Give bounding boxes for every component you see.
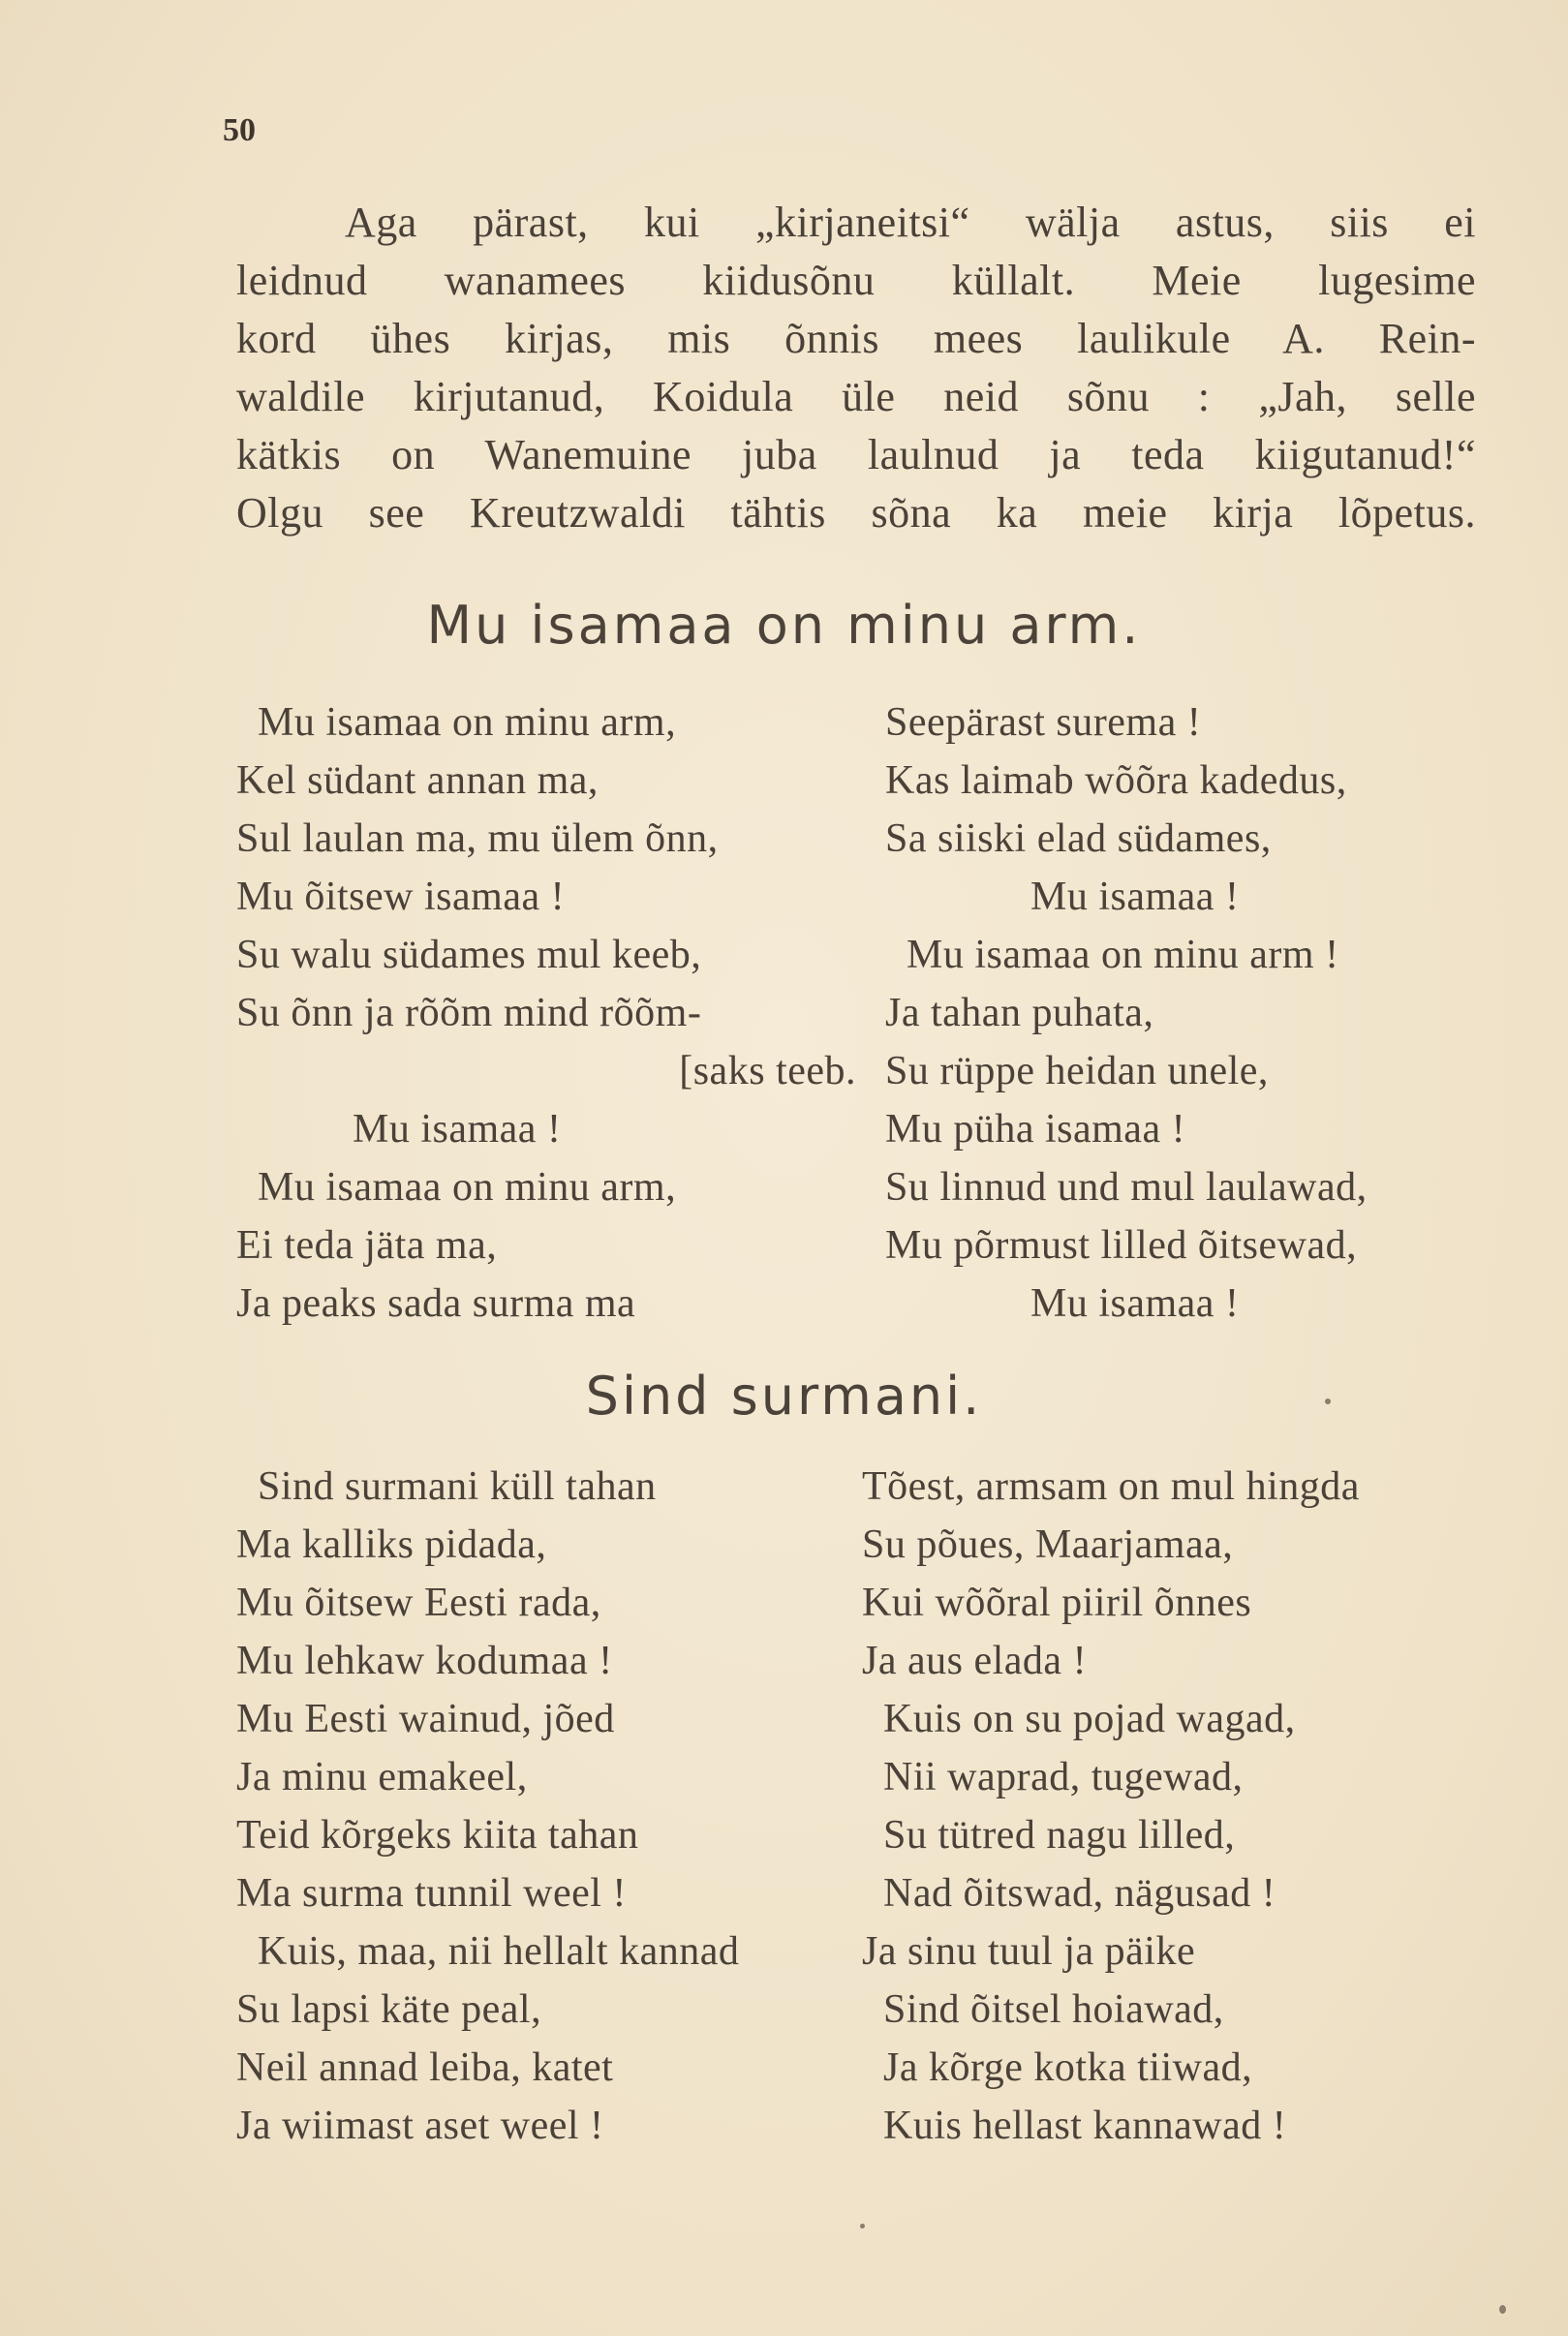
verse-line: [saks teeb. <box>679 1049 856 1093</box>
paper-speck <box>1325 1399 1331 1404</box>
verse-line: Sind surmani küll tahan <box>258 1464 657 1509</box>
verse-line: Mu isamaa on minu arm, <box>258 1165 677 1210</box>
verse-line: Ja tahan puhata, <box>885 991 1154 1035</box>
verse-line: Sind õitsel hoiawad, <box>883 1987 1224 2032</box>
verse-line: Mu põrmust lilled õitsewad, <box>885 1223 1358 1268</box>
verse-line: Su põues, Maarjamaa, <box>862 1522 1234 1567</box>
paper-speck <box>1499 2305 1506 2314</box>
verse-line: Ei teda jäta ma, <box>236 1223 498 1268</box>
verse-line: Su õnn ja rõõm mind rõõm- <box>236 991 702 1035</box>
verse-line: Kuis, maa, nii hellalt kannad <box>258 1929 740 1974</box>
verse-line: Kel südant annan ma, <box>236 758 599 803</box>
verse-line: Ja kõrge kotka tiiwad, <box>883 2045 1253 2090</box>
verse-line: Mu isamaa ! <box>353 1107 562 1152</box>
verse-line: Ja sinu tuul ja päike <box>862 1929 1196 1974</box>
prose-line: Aga pärast, kui „kirjaneitsi“ wälja astus, siis ei <box>345 199 1476 246</box>
verse-line: Ja minu emakeel, <box>236 1755 528 1799</box>
verse-line: Kuis on su pojad wagad, <box>883 1697 1296 1741</box>
verse-line: Mu lehkaw kodumaa ! <box>236 1639 613 1683</box>
poem-column-right <box>885 693 1486 1333</box>
verse-line: Mu õitsew Eesti rada, <box>236 1581 601 1625</box>
verse-line: Mu isamaa ! <box>1030 875 1240 919</box>
verse-line: Kas laimab wõõra kadedus, <box>885 758 1347 803</box>
verse-line: Mu isamaa on minu arm ! <box>907 933 1339 977</box>
verse-line: Kui wõõral piiril õnnes <box>862 1581 1252 1625</box>
prose-line: waldile kirjutanud, Koidula üle neid sõnu : „Jah, selle <box>236 373 1476 420</box>
poem-column-right <box>862 1458 1491 2155</box>
verse-line: Kuis hellast kannawad ! <box>883 2104 1287 2148</box>
verse-line: Su lapsi käte peal, <box>236 1987 542 2032</box>
verse-line: Ma kalliks pidada, <box>236 1522 547 1567</box>
verse-line: Mu isamaa ! <box>1030 1281 1240 1326</box>
poem-column-left <box>236 1458 856 2155</box>
verse-line: Su linnud und mul laulawad, <box>885 1165 1368 1210</box>
prose-line: kord ühes kirjas, mis õnnis mees laulikule A. Rein- <box>236 315 1476 362</box>
verse-line: Su walu südames mul keeb, <box>236 933 702 977</box>
verse-line: Teid kõrgeks kiita tahan <box>236 1813 639 1858</box>
verse-line: Mu püha isamaa ! <box>885 1107 1186 1152</box>
verse-line: Su tütred nagu lilled, <box>883 1813 1236 1858</box>
page-number: 50 <box>223 112 256 148</box>
prose-line: leidnud wanamees kiidusõnu küllalt. Meie lugesime <box>236 257 1476 304</box>
verse-line: Neil annad leiba, katet <box>236 2045 614 2090</box>
poem-column-left <box>236 693 856 1333</box>
prose-paragraph <box>236 194 1476 542</box>
verse-line: Mu isamaa on minu arm, <box>258 700 677 745</box>
poem-title: Mu isamaa on minu arm. <box>426 595 1142 656</box>
verse-line: Mu Eesti wainud, jõed <box>236 1697 615 1741</box>
verse-line: Seepärast surema ! <box>885 700 1202 745</box>
verse-line: Sul laulan ma, mu ülem õnn, <box>236 816 719 861</box>
verse-line: Sa siiski elad südames, <box>885 816 1272 861</box>
poem-title: Sind surmani. <box>585 1366 983 1427</box>
verse-line: Ja peaks sada surma ma <box>236 1281 636 1326</box>
verse-line: Ja aus elada ! <box>862 1639 1088 1683</box>
verse-line: Nad õitswad, nägusad ! <box>883 1871 1276 1916</box>
verse-line: Nii waprad, tugewad, <box>883 1755 1244 1799</box>
verse-line: Ja wiimast aset weel ! <box>236 2104 604 2148</box>
verse-line: Mu õitsew isamaa ! <box>236 875 566 919</box>
prose-line: kätkis on Wanemuine juba laulnud ja teda kiigutanud!“ <box>236 431 1476 478</box>
verse-line: Tõest, armsam on mul hingda <box>862 1464 1360 1509</box>
verse-line: Su rüppe heidan unele, <box>885 1049 1269 1093</box>
prose-line: Olgu see Kreutzwaldi tähtis sõna ka meie kirja lõpetus. <box>236 489 1476 537</box>
verse-line: Ma surma tunnil weel ! <box>236 1871 627 1916</box>
paper-speck <box>860 2224 865 2228</box>
